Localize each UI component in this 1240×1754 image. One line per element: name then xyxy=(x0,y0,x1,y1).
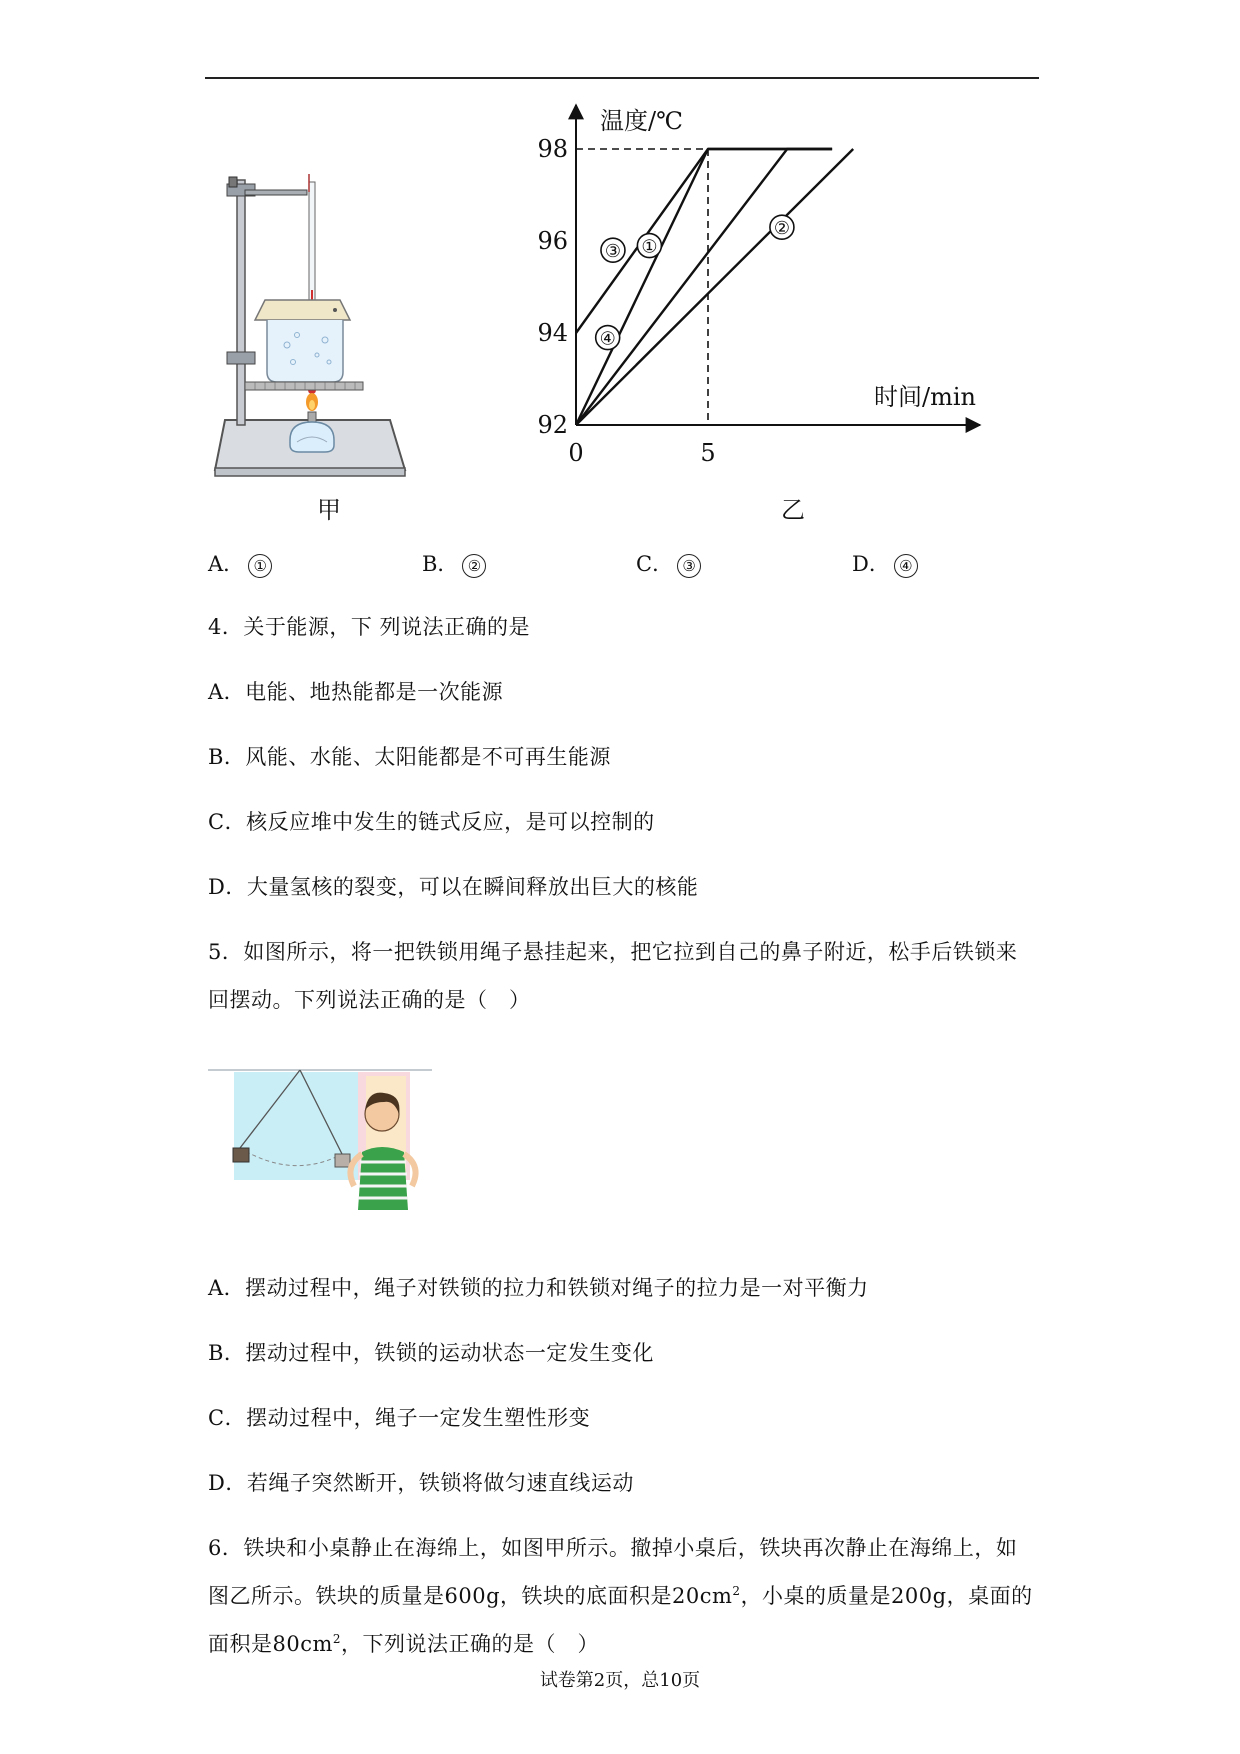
svg-text:④: ④ xyxy=(599,328,616,350)
svg-text:②: ② xyxy=(773,218,790,240)
q5-stem-line1: 5．如图所示，将一把铁锁用绳子悬挂起来，把它拉到自己的鼻子附近，松手后铁锁来 xyxy=(208,940,1018,964)
q5-option-a[interactable]: A．摆动过程中，绳子对铁锁的拉力和铁锁对绳子的拉力是一对平衡力 xyxy=(208,1276,869,1300)
y-tick-label: 92 xyxy=(537,411,568,439)
figure-yi-caption: 乙 xyxy=(781,496,805,524)
q4-option-c[interactable]: C．核反应堆中发生的链式反应，是可以控制的 xyxy=(208,810,655,834)
figure-pendulum-lock xyxy=(208,1062,432,1212)
q4-option-b[interactable]: B．风能、水能、太阳能都是不可再生能源 xyxy=(208,745,611,769)
page-footer: 试卷第2页，总10页 xyxy=(539,1670,701,1691)
header-rule xyxy=(205,77,1039,79)
series-label-3 xyxy=(601,238,625,262)
figure-jia-caption: 甲 xyxy=(317,496,341,524)
q6-line3-sup: 2 xyxy=(332,1632,342,1646)
series-label-1 xyxy=(637,234,661,258)
q3-option-d-mark: ④ xyxy=(894,554,918,578)
x-tick-label: 0 xyxy=(568,439,584,467)
y-tick-label: 98 xyxy=(537,135,568,163)
q6-line2-sup: 2 xyxy=(732,1584,741,1598)
figure-jia-apparatus xyxy=(205,140,425,480)
series-line-1 xyxy=(576,149,832,425)
q6-line2-b: ，小桌的质量是200g，桌面的 xyxy=(740,1584,1033,1608)
q5-stem-line2: 回摆动。下列说法正确的是（ ） xyxy=(208,988,531,1012)
y-tick-label: 96 xyxy=(537,227,568,255)
q5-option-b[interactable]: B．摆动过程中，铁锁的运动状态一定发生变化 xyxy=(208,1341,654,1365)
q3-option-b[interactable]: B． ② xyxy=(422,548,486,578)
svg-text:①: ① xyxy=(641,236,658,258)
y-tick-label: 94 xyxy=(537,319,568,347)
q6-line3-b: ，下列说法正确的是（ ） xyxy=(341,1632,600,1656)
series-label-4 xyxy=(596,326,620,350)
x-tick-label: 5 xyxy=(700,439,716,467)
q6-line1: 6．铁块和小桌静止在海绵上，如图甲所示。撤掉小桌后，铁块再次静止在海绵上，如 xyxy=(208,1536,1018,1560)
series-line-4 xyxy=(576,149,708,425)
q3-options xyxy=(208,548,1008,580)
series-line-2 xyxy=(576,149,853,425)
x-axis-label: 时间/min xyxy=(874,383,976,411)
q3-option-b-mark: ② xyxy=(462,554,486,578)
q6-line3-a: 面积是80cm xyxy=(208,1632,333,1656)
q4-option-d[interactable]: D．大量氢核的裂变，可以在瞬间释放出巨大的核能 xyxy=(208,875,699,899)
q3-option-a[interactable]: A． ① xyxy=(208,548,272,578)
q6-line2 xyxy=(208,1580,1033,1610)
q6-line3 xyxy=(208,1628,599,1658)
q3-option-a-mark: ① xyxy=(248,554,272,578)
temperature-time-chart xyxy=(530,95,1010,475)
q5-option-d[interactable]: D．若绳子突然断开，铁锁将做匀速直线运动 xyxy=(208,1471,634,1495)
y-axis-label: 温度/℃ xyxy=(600,107,683,135)
q3-option-c-mark: ③ xyxy=(677,554,701,578)
q5-option-c[interactable]: C．摆动过程中，绳子一定发生塑性形变 xyxy=(208,1406,591,1430)
svg-text:③: ③ xyxy=(604,241,622,263)
q3-option-d[interactable]: D． ④ xyxy=(852,548,918,578)
q3-option-c[interactable]: C． ③ xyxy=(636,548,701,578)
q6-line2-a: 图乙所示。铁块的质量是600g，铁块的底面积是20cm xyxy=(208,1584,733,1608)
q4-option-a[interactable]: A．电能、地热能都是一次能源 xyxy=(208,680,504,704)
series-label-2 xyxy=(770,215,794,239)
q4-stem: 4．关于能源，下 列说法正确的是 xyxy=(208,615,531,639)
